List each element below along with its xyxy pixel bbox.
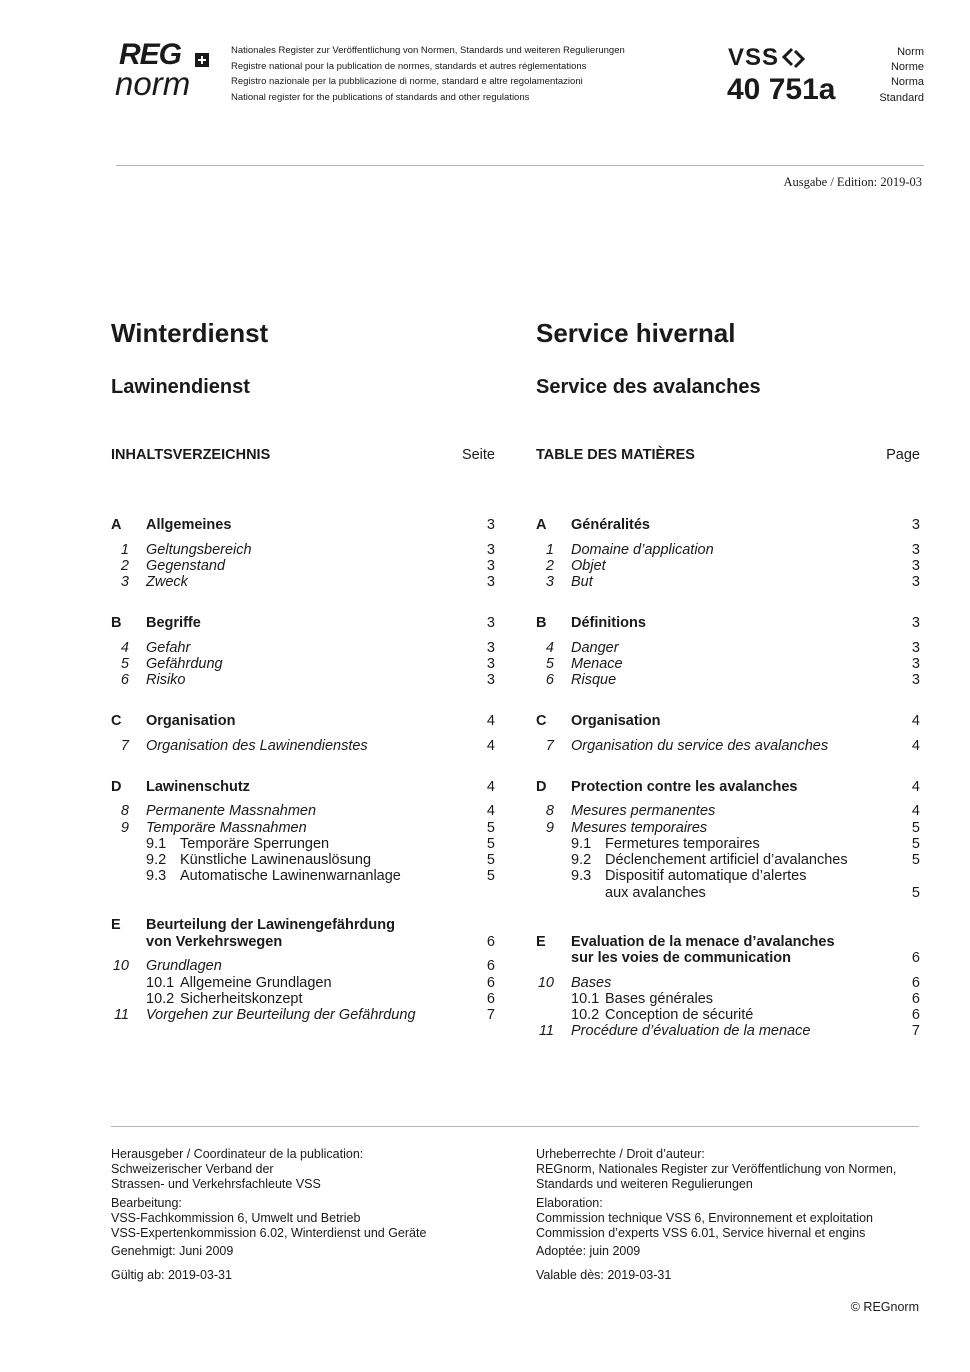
toc-entry-text: But bbox=[571, 574, 593, 591]
toc-page-number: 5 bbox=[486, 868, 495, 885]
toc-page-number: 4 bbox=[911, 713, 920, 730]
toc-entry-text: Zweck bbox=[146, 574, 188, 591]
toc-entry-text: Organisation des Lawinendienstes bbox=[146, 737, 368, 754]
toc-entry-row[interactable] bbox=[111, 574, 495, 591]
toc-page-number: 4 bbox=[911, 803, 920, 820]
toc-page-number: 3 bbox=[911, 672, 920, 689]
toc-page-number: 4 bbox=[486, 778, 495, 795]
toc-entry-text: Dispositif automatique d’alertes bbox=[605, 868, 807, 885]
toc-entry-text: Bases bbox=[571, 974, 612, 991]
editing-line-fr: Commission technique VSS 6, Environnement et exploitation bbox=[536, 1210, 873, 1225]
toc-entry-row[interactable] bbox=[536, 991, 920, 1008]
copyright-block bbox=[536, 1147, 896, 1191]
type-label-it: Norma bbox=[890, 76, 924, 89]
toc-page-number: 3 bbox=[911, 557, 920, 574]
toc-number: 3 bbox=[545, 574, 554, 591]
toc-page-number: 3 bbox=[486, 557, 495, 574]
copyright-label: Urheberrechte / Droit d’auteur: bbox=[536, 1147, 705, 1161]
toc-entry-text: Permanente Massnahmen bbox=[146, 803, 317, 820]
publisher-line: Strassen- und Verkehrsfachleute VSS bbox=[111, 1176, 321, 1191]
toc-entry-text: Gefährdung bbox=[146, 655, 223, 672]
toc-page-number: 3 bbox=[486, 639, 495, 656]
toc-number: 5 bbox=[545, 655, 554, 672]
toc-entry-text: Conception de sécurité bbox=[605, 1007, 754, 1024]
german-column bbox=[111, 318, 495, 1024]
toc-label-de: INHALTSVERZEICHNIS bbox=[111, 447, 271, 463]
toc-entry-row[interactable] bbox=[111, 640, 495, 657]
toc-page-number: 3 bbox=[486, 574, 495, 591]
toc-page-number: 5 bbox=[486, 819, 495, 836]
toc-number: 9 bbox=[545, 819, 554, 836]
toc-entry-text: Organisation bbox=[571, 713, 661, 730]
toc-number: 4 bbox=[545, 639, 554, 656]
toc-page-number: 7 bbox=[486, 1007, 495, 1024]
toc-entry-text: Organisation du service des avalanches bbox=[571, 737, 829, 754]
toc-entry-text: sur les voies de communication bbox=[571, 950, 791, 966]
toc-entry-row[interactable] bbox=[111, 672, 495, 689]
publisher-block bbox=[111, 1147, 363, 1191]
editing-block-de bbox=[111, 1196, 426, 1240]
toc-entry-text: Risiko bbox=[146, 672, 186, 689]
toc-section-letter: E bbox=[536, 933, 546, 950]
toc-entry-text: Lawinenschutz bbox=[146, 778, 250, 795]
swiss-cross-icon bbox=[195, 53, 209, 67]
toc-page-number: 3 bbox=[486, 517, 495, 533]
toc-subnumber: 9.2 bbox=[146, 852, 167, 869]
toc-page-number: 3 bbox=[911, 517, 920, 533]
toc-page-number: 6 bbox=[486, 958, 495, 975]
toc-entry-row[interactable] bbox=[536, 1023, 920, 1040]
toc-entry-text: Allgemeine Grundlagen bbox=[180, 974, 332, 991]
toc-entry-row[interactable] bbox=[111, 542, 495, 559]
toc-number: 2 bbox=[545, 557, 554, 574]
approved-de: Genehmigt: Juni 2009 bbox=[111, 1244, 234, 1258]
toc-section-letter: A bbox=[536, 517, 547, 533]
toc-entry-text: Sicherheitskonzept bbox=[180, 990, 303, 1007]
copyright-line: Standards und weiteren Regulierungen bbox=[536, 1176, 753, 1191]
toc-entry-text: Déclenchement artificiel d’avalanches bbox=[605, 852, 848, 869]
toc-entry-text: Menace bbox=[571, 655, 623, 672]
toc-entry-row[interactable] bbox=[111, 803, 495, 820]
toc-section-letter: C bbox=[111, 713, 122, 730]
toc-entry-text: Mesures permanentes bbox=[571, 803, 716, 820]
toc-page-number: 5 bbox=[911, 884, 920, 901]
toc-number: 8 bbox=[120, 803, 129, 820]
toc-entry-text: Temporäre Sperrungen bbox=[180, 835, 330, 852]
subtitle-fr: Service des avalanches bbox=[536, 376, 761, 398]
toc-entry-row[interactable] bbox=[111, 852, 495, 869]
toc-entry-row[interactable] bbox=[536, 820, 920, 837]
vss-arrows-icon bbox=[781, 46, 807, 70]
toc-section-row[interactable] bbox=[536, 779, 920, 796]
toc-entry-text: Protection contre les avalanches bbox=[571, 778, 798, 795]
toc-entry-row[interactable] bbox=[536, 672, 920, 689]
toc-page-number: 3 bbox=[911, 574, 920, 591]
toc-entry-row[interactable] bbox=[111, 820, 495, 837]
toc-section-letter: B bbox=[536, 615, 547, 632]
toc-entry-text: Mesures temporaires bbox=[571, 819, 708, 836]
toc-page-number: 7 bbox=[911, 1023, 920, 1040]
toc-number: 11 bbox=[113, 1007, 129, 1024]
toc-entry-text: Définitions bbox=[571, 615, 646, 632]
toc-entry-row[interactable] bbox=[536, 950, 920, 967]
register-line-en: National register for the publications of standards and other regulations bbox=[231, 91, 530, 103]
toc-header-fr bbox=[536, 446, 920, 464]
toc-entry-text: Objet bbox=[571, 557, 606, 574]
footer-divider bbox=[111, 1126, 919, 1127]
title-de: Winterdienst bbox=[111, 318, 269, 348]
toc-entry-text: Begriffe bbox=[146, 615, 201, 632]
toc-entry-text: Fermetures temporaires bbox=[605, 835, 760, 852]
toc-subnumber: 10.1 bbox=[146, 974, 175, 991]
toc-section-row[interactable] bbox=[111, 779, 495, 796]
toc-entry-row[interactable] bbox=[536, 803, 920, 820]
type-label-fr: Norme bbox=[890, 61, 924, 74]
subtitle-de: Lawinendienst bbox=[111, 376, 250, 398]
toc-number: 1 bbox=[120, 541, 129, 558]
toc-entry-text: Geltungsbereich bbox=[146, 541, 252, 558]
toc-page-number: 3 bbox=[911, 541, 920, 558]
toc-number: 1 bbox=[545, 541, 554, 558]
toc-subnumber: 9.3 bbox=[571, 868, 592, 885]
toc-number: 7 bbox=[120, 737, 129, 754]
toc-entry-text: Procédure d’évaluation de la menace bbox=[571, 1023, 811, 1040]
toc-page-number: 5 bbox=[911, 852, 920, 869]
toc-entry-row[interactable] bbox=[111, 1007, 495, 1024]
toc-entry-text: Danger bbox=[571, 639, 619, 656]
toc-number: 2 bbox=[120, 557, 129, 574]
type-label-de: Norm bbox=[897, 46, 924, 58]
editing-line-fr: Commission d’experts VSS 6.01, Service hivernal et engins bbox=[536, 1225, 866, 1240]
toc-entry-row[interactable] bbox=[111, 975, 495, 992]
toc-page-number: 5 bbox=[486, 835, 495, 852]
toc-page-number: 4 bbox=[486, 803, 495, 820]
toc-page-number: 3 bbox=[486, 615, 495, 632]
toc-subnumber: 9.1 bbox=[571, 835, 592, 852]
toc-page-number: 3 bbox=[911, 639, 920, 656]
toc-section-row[interactable] bbox=[111, 615, 495, 632]
toc-entry-text: Risque bbox=[571, 672, 617, 689]
editing-block-fr bbox=[536, 1196, 873, 1240]
toc-section-letter: B bbox=[111, 615, 122, 632]
editing-label-de: Bearbeitung: bbox=[111, 1196, 182, 1210]
approved-fr: Adoptée: juin 2009 bbox=[536, 1244, 641, 1258]
toc-entry-text: Künstliche Lawinenauslösung bbox=[180, 852, 372, 869]
toc-section-row[interactable] bbox=[536, 934, 920, 951]
toc-entry-row[interactable] bbox=[536, 852, 920, 869]
copyright-notice: © REGnorm bbox=[850, 1300, 919, 1314]
toc-header-de bbox=[111, 446, 495, 464]
toc-page-number: 4 bbox=[486, 737, 495, 754]
toc-entry-row[interactable] bbox=[536, 574, 920, 591]
toc-page-number: 3 bbox=[911, 655, 920, 672]
toc-section-letter: E bbox=[111, 917, 121, 934]
toc-page-number: 6 bbox=[911, 974, 920, 991]
toc-entry-text: Gegenstand bbox=[146, 557, 226, 574]
toc-entry-text: Allgemeines bbox=[146, 517, 232, 533]
toc-page-number: 4 bbox=[486, 713, 495, 730]
register-description bbox=[231, 43, 625, 105]
copyright-line: REGnorm, Nationales Register zur Veröffentlichung von Normen, bbox=[536, 1161, 897, 1176]
toc-section-row[interactable] bbox=[536, 713, 920, 730]
toc-entry-row[interactable] bbox=[536, 885, 920, 902]
toc-entry-row[interactable] bbox=[536, 542, 920, 559]
toc-page-number: 6 bbox=[911, 950, 920, 966]
toc-page-number: 6 bbox=[911, 1007, 920, 1024]
toc-section-letter: C bbox=[536, 713, 547, 730]
type-label-en: Standard bbox=[879, 91, 924, 104]
document-type-list bbox=[879, 45, 924, 106]
toc-entry-text: Gefahr bbox=[146, 639, 191, 656]
valid-from-fr: Valable dès: 2019-03-31 bbox=[536, 1268, 672, 1282]
toc-entry-row[interactable] bbox=[536, 836, 920, 853]
toc-page-number: 6 bbox=[486, 974, 495, 991]
toc-subnumber: 9.2 bbox=[571, 852, 592, 869]
vss-logo bbox=[728, 44, 807, 72]
toc-subnumber: 10.2 bbox=[146, 990, 175, 1007]
toc-entry-text: Organisation bbox=[146, 713, 236, 730]
toc-entry-text: aux avalanches bbox=[605, 884, 706, 901]
register-line-it: Registro nazionale per la pubblicazione di norme, standard e altre regolamentazioni bbox=[231, 76, 583, 88]
french-column bbox=[536, 318, 920, 1040]
toc-entry-row[interactable] bbox=[536, 640, 920, 657]
toc-number: 3 bbox=[120, 574, 129, 591]
toc-number: 5 bbox=[120, 655, 129, 672]
toc-entry-row[interactable] bbox=[111, 738, 495, 755]
toc-number: 6 bbox=[120, 672, 129, 689]
logo-reg-text: REG bbox=[119, 38, 182, 71]
toc-entry-row[interactable] bbox=[111, 558, 495, 575]
toc-number: 10 bbox=[112, 958, 129, 975]
toc-entry-row[interactable] bbox=[111, 934, 495, 951]
toc-subnumber: 9.3 bbox=[146, 868, 167, 885]
register-line-fr: Registre national pour la publication de normes, standards et autres réglementations bbox=[231, 60, 587, 72]
toc-entry-text: von Verkehrswegen bbox=[146, 933, 283, 950]
toc-number: 11 bbox=[538, 1023, 554, 1040]
toc-page-number: 4 bbox=[911, 737, 920, 754]
toc-subnumber: 10.1 bbox=[571, 990, 600, 1007]
edition-label: Ausgabe / Edition: 2019-03 bbox=[783, 175, 922, 189]
toc-page-number: 6 bbox=[486, 990, 495, 1007]
toc-entry-text: Beurteilung der Lawinengefährdung bbox=[146, 917, 395, 934]
header-divider bbox=[116, 165, 924, 166]
page-column-label-de: Seite bbox=[461, 447, 495, 463]
toc-entry-text: Temporäre Massnahmen bbox=[146, 819, 307, 836]
valid-from-de: Gültig ab: 2019-03-31 bbox=[111, 1268, 232, 1282]
toc-page-number: 5 bbox=[911, 819, 920, 836]
title-fr: Service hivernal bbox=[536, 318, 736, 348]
toc-subnumber: 10.2 bbox=[571, 1007, 600, 1024]
publisher-label: Herausgeber / Coordinateur de la publication: bbox=[111, 1147, 364, 1161]
norm-number: 40 751a bbox=[727, 73, 836, 106]
toc-entry-row[interactable] bbox=[536, 656, 920, 673]
editing-line-de: VSS-Expertenkommission 6.02, Winterdienst und Geräte bbox=[111, 1225, 427, 1240]
toc-page-number: 5 bbox=[486, 852, 495, 869]
toc-entry-text: Généralités bbox=[571, 517, 650, 533]
toc-entry-text: Automatische Lawinenwarnanlage bbox=[180, 868, 401, 885]
toc-subnumber: 9.1 bbox=[146, 835, 167, 852]
toc-number: 9 bbox=[120, 819, 129, 836]
toc-entry-text: Vorgehen zur Beurteilung der Gefährdung bbox=[146, 1007, 416, 1024]
toc-entry-row[interactable] bbox=[111, 868, 495, 885]
toc-number: 7 bbox=[545, 737, 554, 754]
toc-number: 6 bbox=[545, 672, 554, 689]
toc-label-fr: TABLE DES MATIÈRES bbox=[536, 447, 695, 463]
toc-entry-row[interactable] bbox=[111, 656, 495, 673]
publisher-line: Schweizerischer Verband der bbox=[111, 1161, 274, 1176]
toc-number: 4 bbox=[120, 639, 129, 656]
toc-entry-row[interactable] bbox=[536, 1007, 920, 1024]
toc-page-number: 3 bbox=[486, 541, 495, 558]
toc-page-number: 6 bbox=[486, 933, 495, 950]
logo-norm-text: norm bbox=[115, 65, 191, 102]
toc-page-number: 3 bbox=[911, 615, 920, 632]
toc-entry-row[interactable] bbox=[111, 991, 495, 1008]
toc-entry-text: Domaine d’application bbox=[571, 541, 714, 558]
toc-entry-row[interactable] bbox=[536, 558, 920, 575]
toc-page-number: 4 bbox=[911, 778, 920, 795]
vss-logo-text: VSS bbox=[728, 44, 780, 71]
toc-page-number: 3 bbox=[486, 655, 495, 672]
toc-entry-text: Grundlagen bbox=[146, 958, 222, 975]
register-line-de: Nationales Register zur Veröffentlichung von Normen, Standards und weiteren Regulierungen bbox=[231, 45, 625, 56]
toc-entry-row[interactable] bbox=[111, 836, 495, 853]
toc-section-row[interactable] bbox=[111, 917, 495, 934]
toc-entry-text: Evaluation de la menace d’avalanches bbox=[571, 933, 835, 950]
editing-label-fr: Elaboration: bbox=[536, 1196, 603, 1210]
toc-page-number: 3 bbox=[486, 672, 495, 689]
toc-entry-text: Bases générales bbox=[605, 990, 714, 1007]
toc-section-letter: D bbox=[536, 778, 547, 795]
editing-line-de: VSS-Fachkommission 6, Umwelt und Betrieb bbox=[111, 1210, 361, 1225]
regnorm-logo bbox=[113, 38, 225, 108]
toc-entry-row[interactable] bbox=[536, 738, 920, 755]
toc-number: 8 bbox=[545, 803, 554, 820]
toc-entry-row[interactable] bbox=[536, 975, 920, 992]
page-column-label-fr: Page bbox=[886, 447, 920, 463]
toc-section-letter: D bbox=[111, 778, 122, 795]
toc-section-row[interactable] bbox=[111, 713, 495, 730]
toc-entry-row[interactable] bbox=[111, 958, 495, 975]
toc-number: 10 bbox=[537, 974, 554, 991]
toc-section-row[interactable] bbox=[111, 517, 495, 534]
toc-page-number: 6 bbox=[911, 990, 920, 1007]
toc-section-row[interactable] bbox=[536, 615, 920, 632]
toc-section-row[interactable] bbox=[536, 517, 920, 534]
toc-page-number: 5 bbox=[911, 835, 920, 852]
toc-section-letter: A bbox=[111, 517, 122, 533]
toc-entry-row[interactable] bbox=[536, 868, 920, 885]
